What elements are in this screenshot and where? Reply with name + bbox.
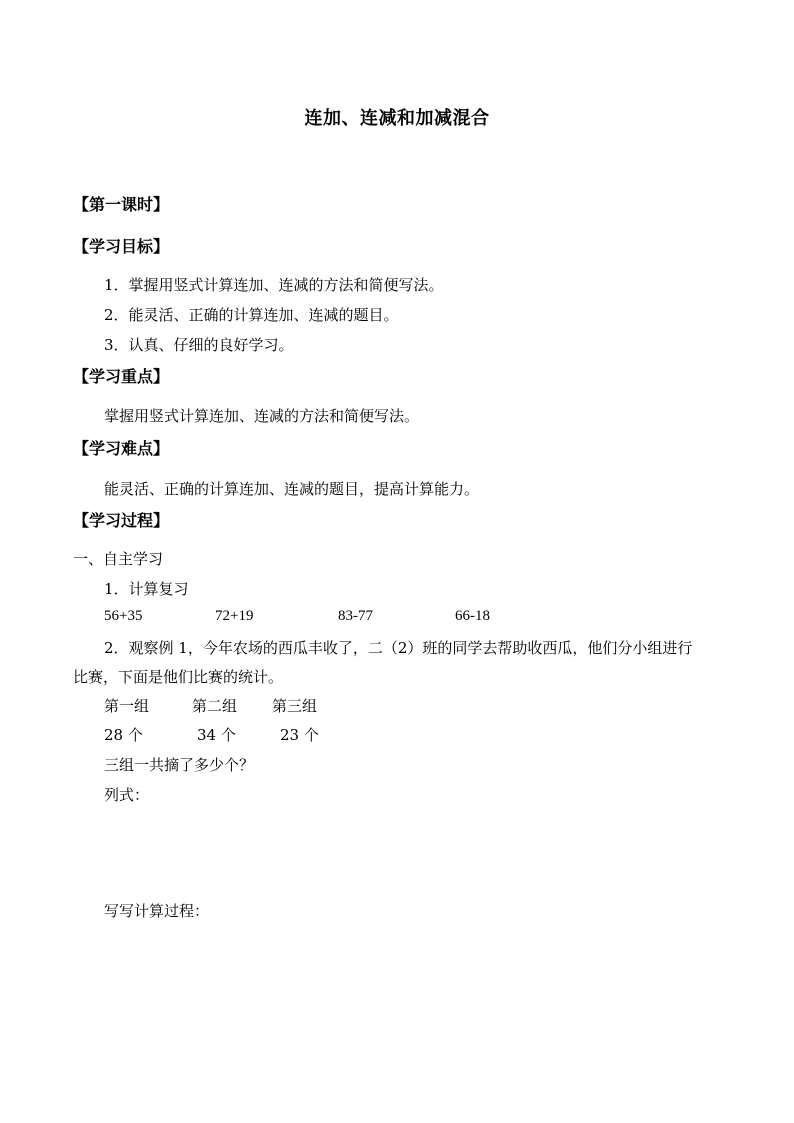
difficulty-text: 能灵活、正确的计算连加、连减的题目，提高计算能力。 [104, 480, 480, 498]
question-text: 三组一共摘了多少个？ [104, 756, 255, 774]
formula-label: 列式： [104, 786, 150, 804]
calc-expression: 72+19 [215, 608, 254, 624]
difficulty-heading: 【学习难点】 [73, 439, 170, 458]
group-count: 34 个 [197, 726, 236, 744]
goal-item: 2．能灵活、正确的计算连加、连减的题目。 [104, 306, 399, 324]
goal-item: 3．认真、仔细的良好学习。 [104, 336, 294, 354]
group-label: 第三组 [272, 697, 318, 715]
example-text-line1: 2．观察例 1，今年农场的西瓜丰收了，二（2）班的同学去帮助收西瓜，他们分小组进行 [104, 639, 693, 657]
goal-item: 1．掌握用竖式计算连加、连减的方法和简便写法。 [104, 276, 444, 294]
group-count: 28 个 [104, 726, 143, 744]
calc-expression: 83-77 [338, 608, 373, 624]
calc-expression: 66-18 [455, 608, 490, 624]
calc-expression: 56+35 [104, 608, 143, 624]
focus-heading: 【学习重点】 [73, 367, 170, 386]
document-title: 连加、连减和加减混合 [304, 108, 490, 129]
group-count: 23 个 [280, 726, 319, 744]
example-text-line2: 比赛，下面是他们比赛的统计。 [73, 668, 284, 686]
goals-heading: 【学习目标】 [73, 237, 170, 256]
group-label: 第一组 [104, 697, 150, 715]
calc-process-label: 写写计算过程： [104, 902, 210, 920]
calc-review-item: 1．计算复习 [104, 580, 189, 598]
lesson-heading: 【第一课时】 [73, 195, 170, 214]
process-heading: 【学习过程】 [73, 511, 170, 530]
group-label: 第二组 [192, 697, 238, 715]
part-one-heading: 一、自主学习 [73, 550, 164, 568]
focus-text: 掌握用竖式计算连加、连减的方法和简便写法。 [104, 407, 420, 425]
